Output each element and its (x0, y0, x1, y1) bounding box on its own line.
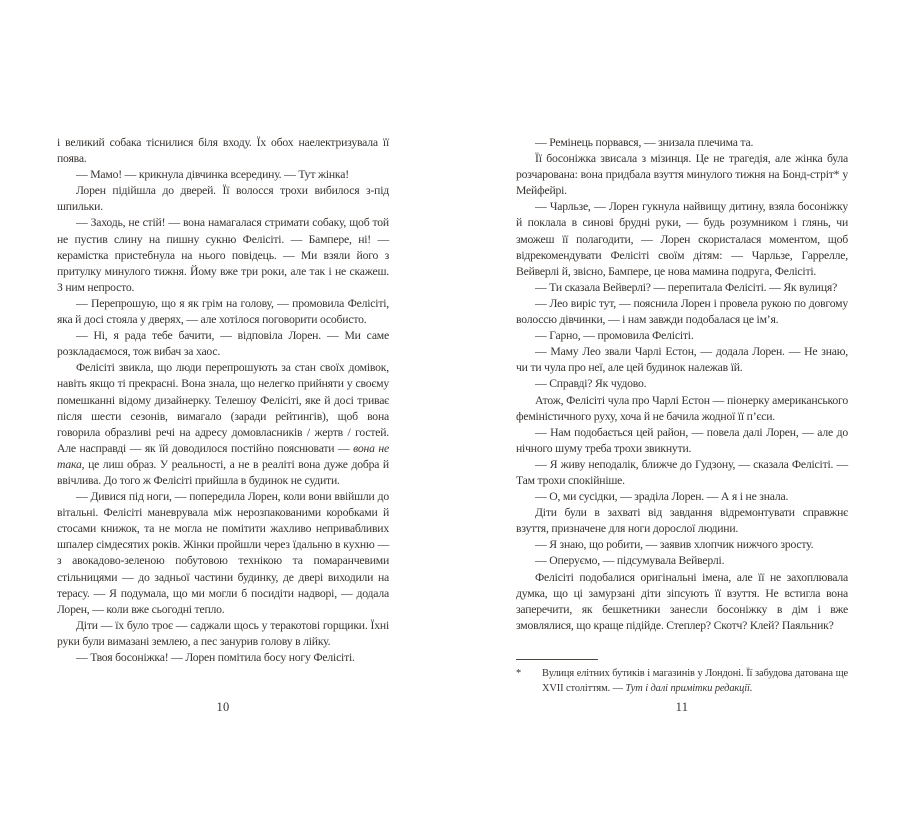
text-segment: — Ні, я рада тебе бачити, — відповіла Лорен. — Ми саме розкладаємося, тож вибач за хаос. (57, 329, 389, 359)
text-segment: — Я живу неподалік, ближче до Гудзону, — сказала Фелісіті. — Там трохи спокійніше. (516, 457, 848, 487)
paragraph (516, 393, 848, 425)
text-segment: — Ремінець порвався, — знизала плечима та. (535, 136, 754, 149)
paragraph (516, 280, 848, 296)
paragraph (57, 215, 389, 295)
text-segment: , це лиш образ. У реальності, а не в реаліті вона дуже добра й ввічлива. До того ж Фелісіті прийшла в будинок не судити. (57, 457, 389, 487)
text-segment: — Перепрошую, що я як грім на голову, — промовила Фелісіті, яка й досі стояла у дверях, — але хотілося поговорити особисто. (57, 296, 389, 327)
paragraph (516, 537, 848, 553)
text-segment: — О, ми сусідки, — зраділа Лорен. — А я і не знала. (535, 490, 789, 504)
text-segment: і великий собака тіснилися біля входу. Їх обох наелектризувала її поява. (57, 136, 389, 166)
paragraph (516, 151, 848, 199)
paragraph (57, 650, 389, 666)
paragraph (516, 344, 848, 376)
paragraph (516, 199, 848, 279)
text-segment: Фелісіті звикла, що люди перепрошують за стан своїх домівок, навіть якщо ті прекрасні. Вона знала, що нелегко прийняти у своєму помешканні відому дизайнерку. Телешоу Фелісіті, яке й досі триває після шести сезонів, вимагало (заради рейтингів), щоб вона говорила образливі речі на адресу домовласників / жертв / гостей. Але насправді — як їй доводилося постійно пояснювати — (57, 361, 389, 455)
italic-text-segment: вона не така (57, 441, 389, 471)
paragraph (516, 328, 848, 344)
text-segment: — Справді? Як чудово. (535, 377, 647, 391)
paragraph (57, 489, 389, 618)
text-segment: Фелісіті подобалися оригінальні імена, але її не захоплювала думка, що ці замурзані діти зіпсують її взуття. Не встигла вона заперечити, як бешкетники занесли босоніжку в дім і вже змовлялися, що краще підійде. Степлер? Скотч? Клей? Паяльник? (516, 570, 848, 632)
paragraph (57, 618, 389, 650)
paragraph (57, 328, 389, 360)
text-segment: Вулиця елітних бутиків і магазинів у Лондоні. Її забудова датована ще XVII століттям. — (542, 668, 848, 694)
text-segment: — Дивися під ноги, — попередила Лорен, коли вони ввійшли до вітальні. Фелісіті маневрувала між нерозпакованими коробками й стосами книжок, та не могла не помітити жахливо непривабливих шпалер сімдесятих років. Жінки пройшли через їдальню в кухню — з авокадово-зеленою побутовою технікою та помаранчевими стільницями — до задньої частини будинку, де двері виходили на терасу. — Я подумала, що ми могли б посидіти надворі, — додала Лорен, — коли вже сьогодні тепло. (57, 490, 389, 616)
text-segment: — Чарльзе, — Лорен гукнула найвищу дитину, взяла босоніжку й поклала в синові брудні руки, — будь розумником і глянь, чи зможеш її полагодити, — Лорен скористалася моментом, щоб відрекомендувати Фелісіті своїм дітям: — Чарльзе, Гаррелле, Вейверлі й, звісно, Бампере, це нова мамина подруга, Фелісіті. (516, 200, 848, 278)
page-number-right: 11 (675, 700, 689, 714)
text-segment: — Мамо! — крикнула дівчинка всередину. — Тут жінка! (76, 168, 349, 182)
paragraph (516, 135, 848, 151)
text-segment: — Маму Лео звали Чарлі Естон, — додала Лорен. — Не знаю, чи ти чула про неї, але цей будинок належав їй. (516, 345, 848, 375)
text-segment: Атож, Фелісіті чула про Чарлі Естон — піонерку американського феміністичного руху, хоча й не бачила жодної її п’єси. (516, 393, 848, 423)
left-page-text (57, 135, 389, 666)
text-segment: — Оперуємо, — підсумувала Вейверлі. (535, 554, 725, 568)
text-segment: — Ти сказала Вейверлі? — перепитала Фелісіті. — Як вулиця? (535, 280, 838, 294)
text-segment: Її босоніжка звисала з мізинця. Це не трагедія, але жінка була розчарована: вона придбала взуття минулого тижня на Бонд-стріт* у Мейфейрі. (516, 152, 848, 198)
text-segment: Діти — їх було троє — саджали щось у теракотові горщики. Їхні руки були вимазані землею, а пес занурив голову в лійку. (57, 618, 389, 648)
text-segment: — Лео виріс тут, — пояснила Лорен і провела рукою по довгому волоссю дівчинки, — і нам завжди подобалася це ім’я. (516, 296, 848, 327)
text-segment: — Нам подобається цей район, — повела далі Лорен, — але до нічного шуму треба трохи звикнути. (516, 425, 848, 455)
paragraph (57, 360, 389, 489)
paragraph (516, 457, 848, 489)
footnote-marker: * (516, 668, 522, 679)
text-segment: Діти були в захваті від завдання відремонтувати справжнє взуття, призначене для ноги дорослої людини. (516, 506, 848, 536)
text-segment: — Заходь, не стій! — вона намагалася стримати собаку, щоб той не пустив слину на пишну сукню Фелісіті. — Бампере, ні! — керамістка пристебнула на нього повідець. — Ми взяли його з притулку минулого тижня. Йому вже три роки, але так і не скажеш. З ним непросто. (57, 216, 389, 294)
page-number-left: 10 (216, 700, 230, 714)
text-segment: — Твоя босоніжка! — Лорен помітила босу ногу Фелісіті. (76, 651, 355, 664)
paragraph (516, 570, 848, 634)
paragraph (516, 296, 848, 328)
paragraph (516, 489, 848, 505)
text-segment: — Гарно, — промовила Фелісіті. (535, 329, 694, 343)
paragraph (57, 135, 389, 167)
paragraph (516, 505, 848, 537)
paragraph (57, 296, 389, 328)
italic-text-segment: Тут і далі примітки редакції. (625, 683, 753, 694)
paragraph (57, 183, 389, 215)
text-segment: Лорен підійшла до дверей. Її волосся трохи вибилося з-під шпильки. (57, 184, 389, 214)
paragraph (57, 167, 389, 183)
paragraph (516, 553, 848, 569)
footnote-text (542, 668, 848, 694)
right-page-text (516, 135, 848, 634)
paragraph (516, 425, 848, 457)
footnote-body (516, 666, 848, 696)
footnote-separator (516, 659, 598, 660)
text-segment: — Я знаю, що робити, — заявив хлопчик нижчого зросту. (535, 538, 814, 552)
paragraph (516, 376, 848, 392)
footnote (516, 659, 848, 696)
